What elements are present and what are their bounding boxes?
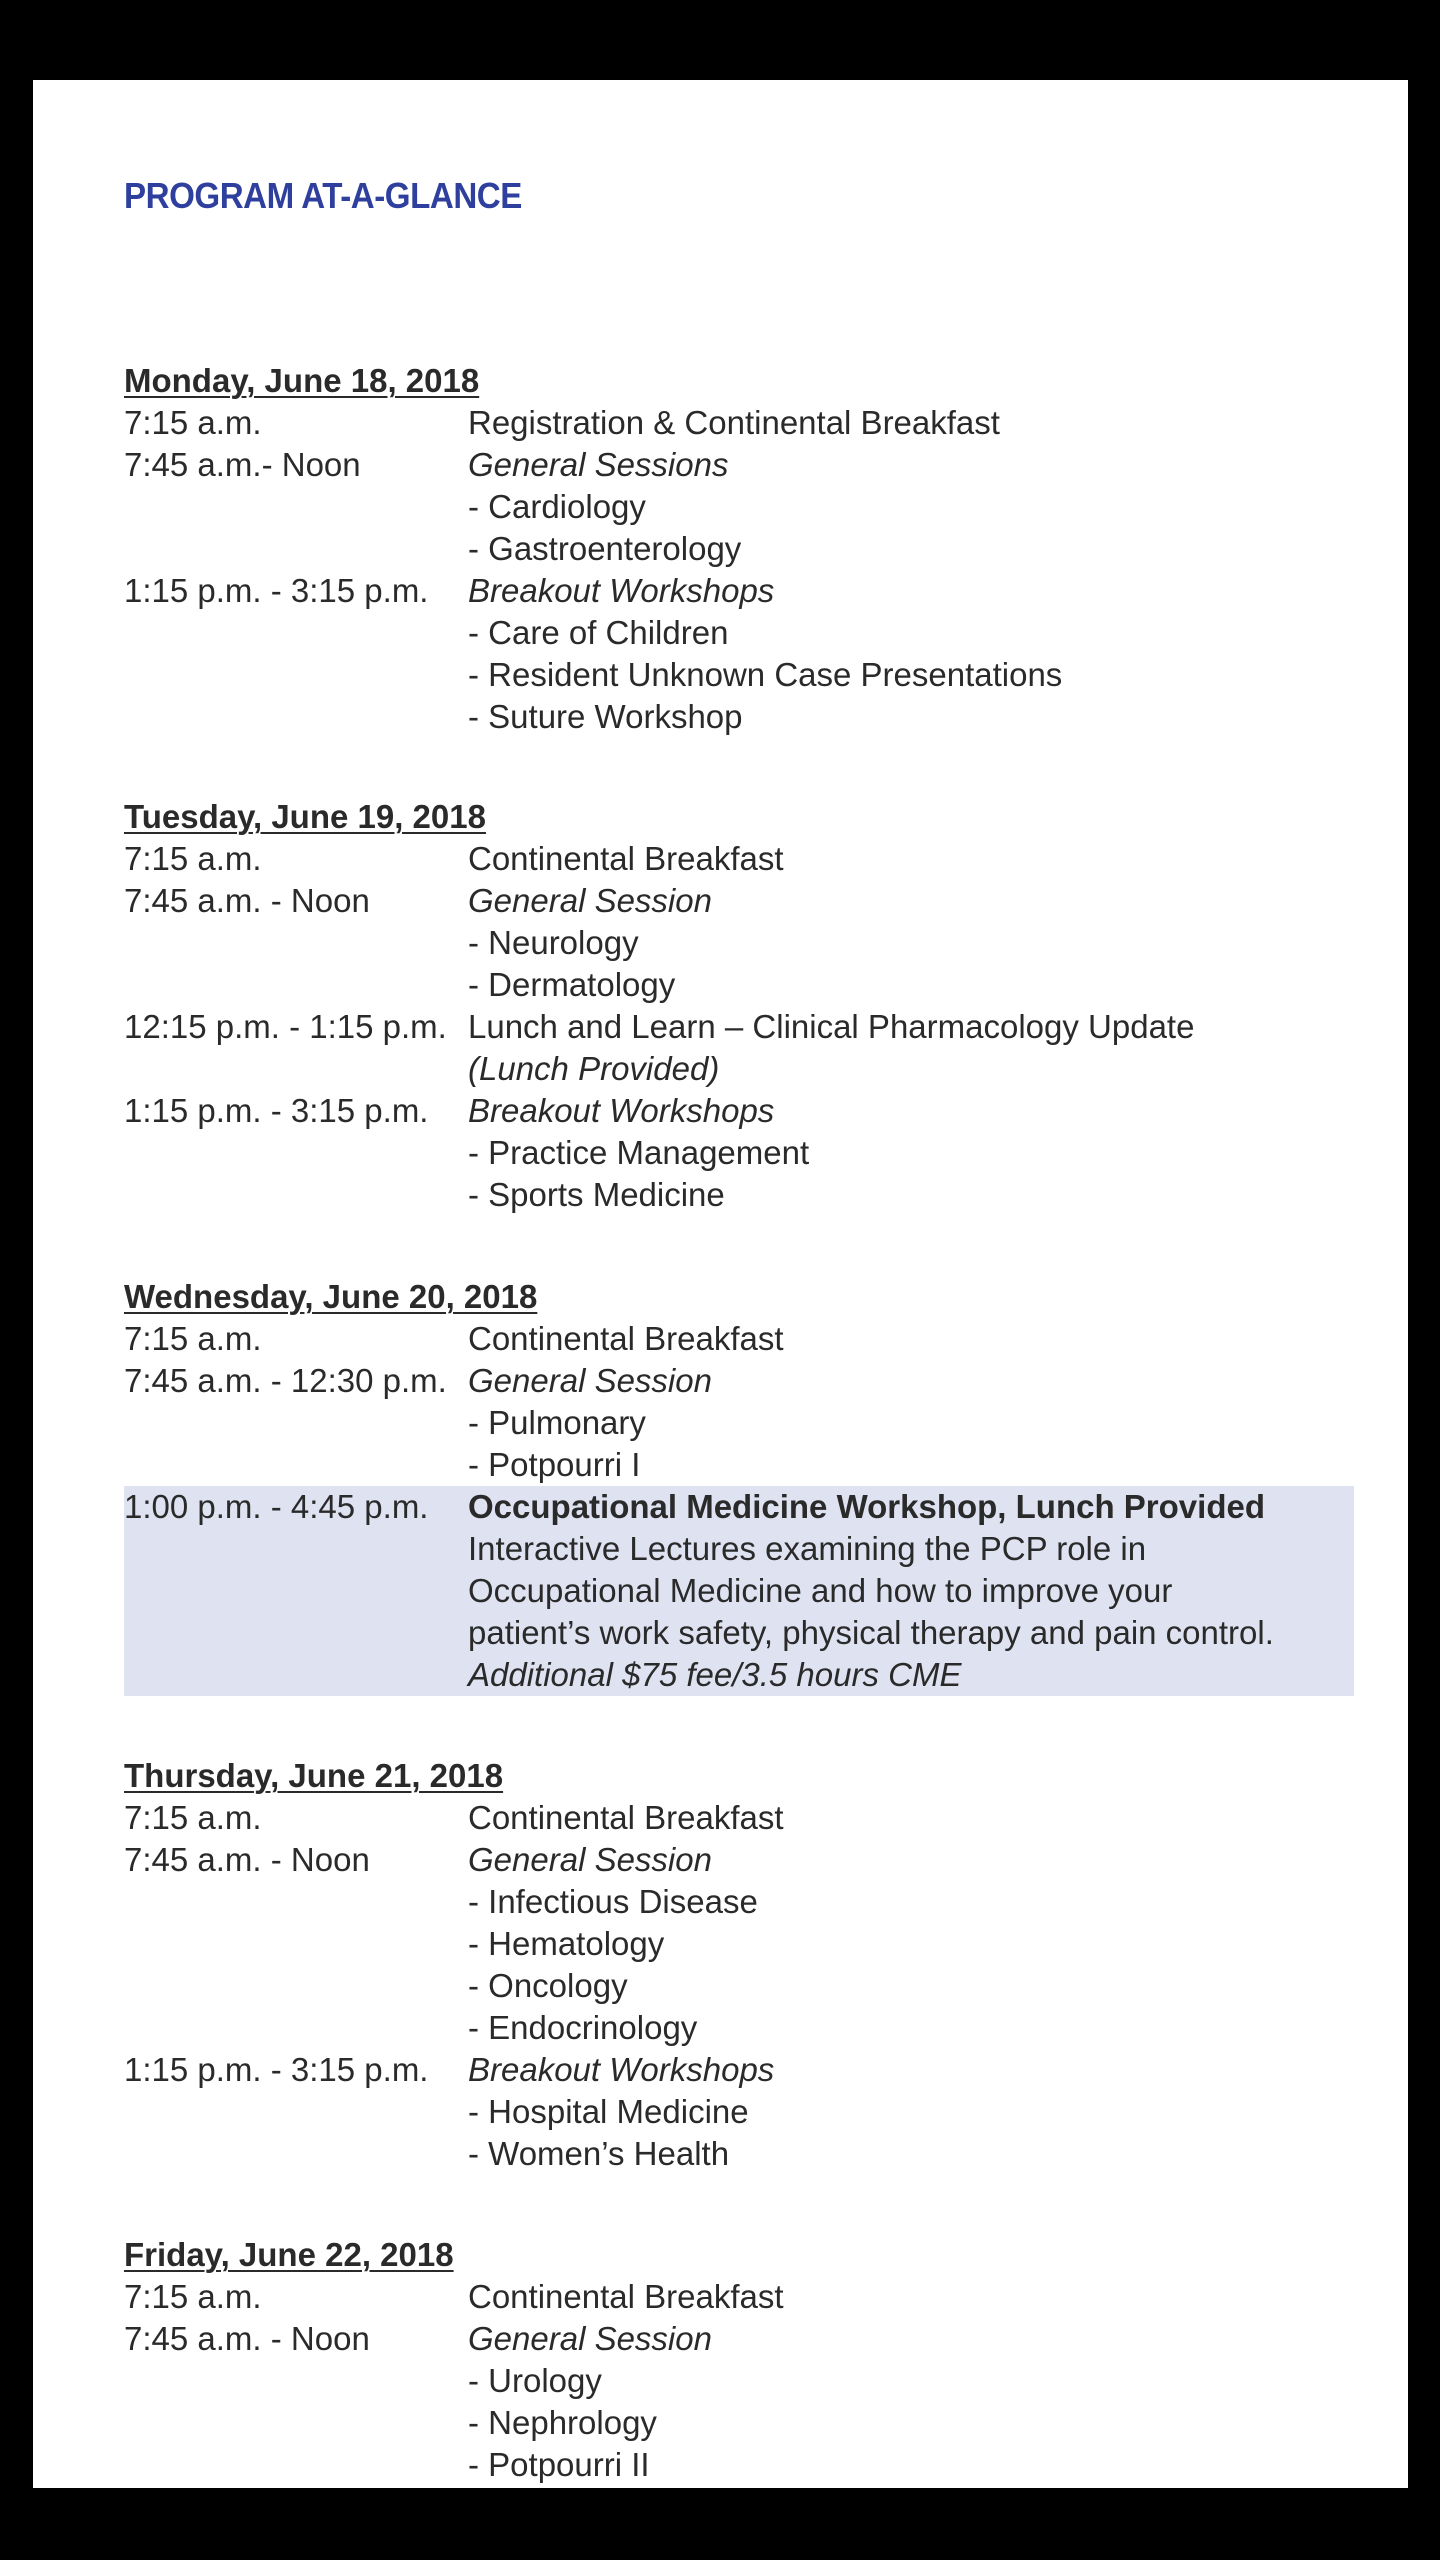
- entry-time: 7:45 a.m. - Noon: [124, 882, 370, 919]
- schedule-entry: [124, 838, 1354, 880]
- schedule-entry: [124, 1797, 1354, 1839]
- entry-details: [468, 570, 1354, 738]
- entry-time: 12:15 p.m. - 1:15 p.m.: [124, 1008, 447, 1045]
- entry-time: 7:45 a.m. - Noon: [124, 1841, 370, 1878]
- entry-line: General Session: [468, 1841, 712, 1878]
- entry-details: [468, 1839, 1354, 2049]
- entry-line: - Resident Unknown Case Presentations: [468, 656, 1063, 693]
- entry-time: 7:15 a.m.: [124, 840, 262, 877]
- entry-time: 1:15 p.m. - 3:15 p.m.: [124, 1092, 429, 1129]
- entry-line: Occupational Medicine and how to improve your: [468, 1572, 1173, 1609]
- entry-details: [468, 1090, 1354, 1216]
- entry-time: 7:15 a.m.: [124, 2278, 262, 2315]
- entry-line: - Potpourri I: [468, 1446, 641, 1483]
- entry-line: - Women’s Health: [468, 2135, 730, 2172]
- entry-details: [468, 1318, 1354, 1360]
- entry-details: [468, 444, 1354, 570]
- entry-line: - Infectious Disease: [468, 1883, 758, 1920]
- entry-line: - Suture Workshop: [468, 698, 743, 735]
- entry-details: [468, 1797, 1354, 1839]
- entry-details: [468, 1360, 1354, 1486]
- schedule-entry: [124, 2318, 1354, 2486]
- day-heading: Tuesday, June 19, 2018: [124, 798, 486, 835]
- entry-time: 7:45 a.m. - 12:30 p.m.: [124, 1362, 447, 1399]
- entry-line: Occupational Medicine Workshop, Lunch Provided: [468, 1488, 1265, 1525]
- day-heading: Monday, June 18, 2018: [124, 362, 480, 399]
- day-section: [124, 360, 1354, 738]
- schedule-entry: [124, 1839, 1354, 2049]
- entry-line: - Cardiology: [468, 488, 646, 525]
- entry-details: [468, 1006, 1354, 1090]
- entry-line: Breakout Workshops: [468, 2051, 775, 2088]
- entry-line: - Potpourri II: [468, 2446, 650, 2483]
- entry-line: - Care of Children: [468, 614, 729, 651]
- entry-line: - Sports Medicine: [468, 1176, 725, 1213]
- schedule-entry: [124, 402, 1354, 444]
- schedule-entry: [124, 1006, 1354, 1090]
- entry-line: Interactive Lectures examining the PCP role in: [468, 1530, 1147, 1567]
- entry-line: General Session: [468, 1362, 712, 1399]
- schedule-entry: [124, 2049, 1354, 2175]
- entry-line: - Urology: [468, 2362, 602, 2399]
- entry-details: [468, 1486, 1354, 1696]
- entry-line: General Sessions: [468, 446, 729, 483]
- entry-line: - Hospital Medicine: [468, 2093, 749, 2130]
- entry-time: 7:45 a.m. - Noon: [124, 2320, 370, 2357]
- entry-line: Breakout Workshops: [468, 572, 775, 609]
- day-heading: Wednesday, June 20, 2018: [124, 1278, 538, 1315]
- schedule-entry: [124, 444, 1354, 570]
- entry-time: 7:15 a.m.: [124, 1799, 262, 1836]
- entry-line: - Hematology: [468, 1925, 665, 1962]
- entry-line: Registration & Continental Breakfast: [468, 404, 1000, 441]
- entry-line: - Gastroenterology: [468, 530, 742, 567]
- schedule-entry: [124, 1090, 1354, 1216]
- document-page: [33, 80, 1408, 2488]
- day-section: [124, 796, 1354, 1216]
- entry-line: Continental Breakfast: [468, 1320, 784, 1357]
- entry-line: - Neurology: [468, 924, 639, 961]
- entry-details: [468, 2049, 1354, 2175]
- entry-line: General Session: [468, 882, 712, 919]
- entry-line: - Practice Management: [468, 1134, 810, 1171]
- entry-time: 1:15 p.m. - 3:15 p.m.: [124, 572, 429, 609]
- entry-line: Breakout Workshops: [468, 1092, 775, 1129]
- entry-line: - Dermatology: [468, 966, 676, 1003]
- highlighted-schedule-entry: [124, 1486, 1354, 1696]
- schedule-entry: [124, 1318, 1354, 1360]
- schedule-entry: [124, 2276, 1354, 2318]
- entry-time: 7:45 a.m.- Noon: [124, 446, 361, 483]
- entry-line: (Lunch Provided): [468, 1050, 720, 1087]
- entry-details: [468, 2318, 1354, 2486]
- day-heading: Friday, June 22, 2018: [124, 2236, 454, 2273]
- entry-line: General Session: [468, 2320, 712, 2357]
- day-heading: Thursday, June 21, 2018: [124, 1757, 504, 1794]
- entry-line: - Oncology: [468, 1967, 628, 2004]
- entry-line: - Nephrology: [468, 2404, 657, 2441]
- entry-line: Continental Breakfast: [468, 840, 784, 877]
- entry-line: Continental Breakfast: [468, 2278, 784, 2315]
- entry-details: [468, 2276, 1354, 2318]
- entry-line: Additional $75 fee/3.5 hours CME: [468, 1656, 962, 1693]
- schedule-entry: [124, 1360, 1354, 1486]
- entry-details: [468, 880, 1354, 1006]
- entry-time: 1:15 p.m. - 3:15 p.m.: [124, 2051, 429, 2088]
- schedule-entry: [124, 570, 1354, 738]
- entry-line: - Pulmonary: [468, 1404, 646, 1441]
- entry-line: Continental Breakfast: [468, 1799, 784, 1836]
- day-section: [124, 2234, 1354, 2486]
- entry-time: 7:15 a.m.: [124, 1320, 262, 1357]
- day-section: [124, 1276, 1354, 1696]
- schedule-entry: [124, 880, 1354, 1006]
- entry-time: 1:00 p.m. - 4:45 p.m.: [124, 1488, 429, 1525]
- day-section: [124, 1755, 1354, 2175]
- page-title: PROGRAM AT-A-GLANCE: [124, 175, 522, 216]
- entry-time: 7:15 a.m.: [124, 404, 262, 441]
- entry-line: patient’s work safety, physical therapy and pain control.: [468, 1614, 1274, 1651]
- entry-line: Lunch and Learn – Clinical Pharmacology Update: [468, 1008, 1195, 1045]
- entry-details: [468, 838, 1354, 880]
- entry-line: - Endocrinology: [468, 2009, 698, 2046]
- entry-details: [468, 402, 1354, 444]
